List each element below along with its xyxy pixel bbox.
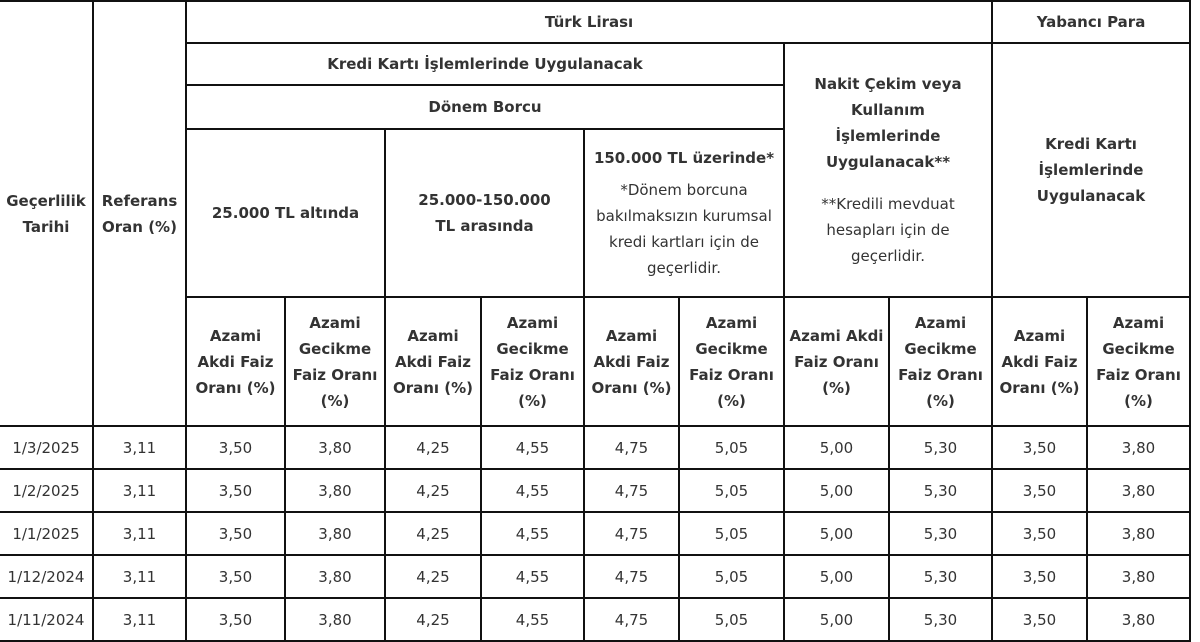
- cell-reference-rate: 3,11: [93, 555, 186, 598]
- cell-rate: 4,55: [481, 598, 584, 641]
- cell-rate: 4,25: [385, 555, 481, 598]
- cash-title: Nakit Çekim veya Kullanım İşlemlerinde Uygulanacak**: [814, 75, 962, 171]
- cell-rate: 3,80: [1087, 426, 1190, 469]
- cell-rate: 4,55: [481, 555, 584, 598]
- cell-rate: 5,00: [784, 555, 889, 598]
- header-max-late-rate: Azami Gecikme Faiz Oranı (%): [481, 297, 584, 426]
- cell-rate: 3,50: [992, 512, 1087, 555]
- cell-rate: 5,05: [679, 512, 784, 555]
- cell-rate: 3,50: [992, 426, 1087, 469]
- header-foreign-currency: Yabancı Para: [992, 1, 1190, 43]
- header-credit-card-fx: Kredi Kartı İşlemlerinde Uygulanacak: [992, 43, 1190, 297]
- cell-rate: 3,80: [285, 426, 385, 469]
- header-max-late-rate: Azami Gecikme Faiz Oranı (%): [285, 297, 385, 426]
- cell-date: 1/2/2025: [0, 469, 93, 512]
- cell-rate: 3,50: [992, 469, 1087, 512]
- cell-rate: 5,30: [889, 598, 992, 641]
- header-tier-under-25000: 25.000 TL altında: [186, 129, 385, 297]
- cell-rate: 3,80: [1087, 598, 1190, 641]
- header-max-late-rate: Azami Gecikme Faiz Oranı (%): [679, 297, 784, 426]
- cell-rate: 4,55: [481, 512, 584, 555]
- cell-rate: 5,00: [784, 598, 889, 641]
- cell-rate: 4,25: [385, 469, 481, 512]
- cell-rate: 3,50: [186, 512, 285, 555]
- cell-date: 1/3/2025: [0, 426, 93, 469]
- cell-reference-rate: 3,11: [93, 426, 186, 469]
- header-cash-withdrawal: [784, 43, 992, 297]
- cell-rate: 3,80: [1087, 555, 1190, 598]
- cash-note: **Kredili mevduat hesapları için de geçerlidir.: [821, 195, 955, 265]
- cell-rate: 3,50: [186, 555, 285, 598]
- header-max-contract-rate: Azami Akdi Faiz Oranı (%): [385, 297, 481, 426]
- cell-rate: 3,50: [186, 598, 285, 641]
- table-row: [0, 469, 1190, 512]
- cell-date: 1/1/2025: [0, 512, 93, 555]
- table-row: [0, 426, 1190, 469]
- cell-rate: 5,05: [679, 598, 784, 641]
- table-body: [0, 426, 1190, 641]
- cell-rate: 3,80: [1087, 512, 1190, 555]
- cell-date: 1/12/2024: [0, 555, 93, 598]
- cell-rate: 5,00: [784, 426, 889, 469]
- cell-rate: 5,05: [679, 426, 784, 469]
- cell-rate: 5,00: [784, 512, 889, 555]
- header-credit-card-tl: Kredi Kartı İşlemlerinde Uygulanacak: [186, 43, 784, 85]
- cell-rate: 3,80: [1087, 469, 1190, 512]
- cell-rate: 3,80: [285, 598, 385, 641]
- header-max-late-rate: Azami Gecikme Faiz Oranı (%): [1087, 297, 1190, 426]
- cell-rate: 4,75: [584, 426, 679, 469]
- cell-rate: 4,25: [385, 426, 481, 469]
- header-max-contract-rate: Azami Akdi Faiz Oranı (%): [186, 297, 285, 426]
- tier3-title: 150.000 TL üzerinde*: [593, 149, 775, 167]
- cell-rate: 3,50: [992, 598, 1087, 641]
- cell-rate: 4,55: [481, 426, 584, 469]
- cell-rate: 5,30: [889, 512, 992, 555]
- table-row: [0, 555, 1190, 598]
- cell-reference-rate: 3,11: [93, 469, 186, 512]
- cell-reference-rate: 3,11: [93, 598, 186, 641]
- tier3-note: *Dönem borcuna bakılmaksızın kurumsal kredi kartları için de geçerlidir.: [596, 181, 772, 277]
- header-max-contract-rate: Azami Akdi Faiz Oranı (%): [584, 297, 679, 426]
- cell-rate: 5,05: [679, 555, 784, 598]
- table-row: [0, 598, 1190, 641]
- header-max-contract-rate: Azami Akdi Faiz Oranı (%): [784, 297, 889, 426]
- header-reference-rate: Referans Oran (%): [93, 1, 186, 426]
- cell-rate: 3,50: [186, 426, 285, 469]
- cell-reference-rate: 3,11: [93, 512, 186, 555]
- header-date: Geçerlilik Tarihi: [0, 1, 93, 426]
- header-turkish-lira: Türk Lirası: [186, 1, 992, 43]
- cell-rate: 3,80: [285, 555, 385, 598]
- cell-rate: 4,55: [481, 469, 584, 512]
- cell-rate: 4,25: [385, 598, 481, 641]
- cell-rate: 5,05: [679, 469, 784, 512]
- header-tier-over-150000: [584, 129, 784, 297]
- cell-rate: 4,25: [385, 512, 481, 555]
- cell-rate: 5,30: [889, 555, 992, 598]
- cell-date: 1/11/2024: [0, 598, 93, 641]
- cell-rate: 4,75: [584, 469, 679, 512]
- cell-rate: 4,75: [584, 598, 679, 641]
- header-max-contract-rate: Azami Akdi Faiz Oranı (%): [992, 297, 1087, 426]
- cell-rate: 5,30: [889, 469, 992, 512]
- header-period-debt: Dönem Borcu: [186, 85, 784, 129]
- cell-rate: 3,80: [285, 469, 385, 512]
- header-max-late-rate: Azami Gecikme Faiz Oranı (%): [889, 297, 992, 426]
- cell-rate: 3,50: [992, 555, 1087, 598]
- cell-rate: 4,75: [584, 555, 679, 598]
- table-row: [0, 512, 1190, 555]
- cell-rate: 3,50: [186, 469, 285, 512]
- cell-rate: 5,30: [889, 426, 992, 469]
- header-tier-25000-150000: 25.000-150.000 TL arasında: [385, 129, 584, 297]
- cell-rate: 3,80: [285, 512, 385, 555]
- cell-rate: 4,75: [584, 512, 679, 555]
- cell-rate: 5,00: [784, 469, 889, 512]
